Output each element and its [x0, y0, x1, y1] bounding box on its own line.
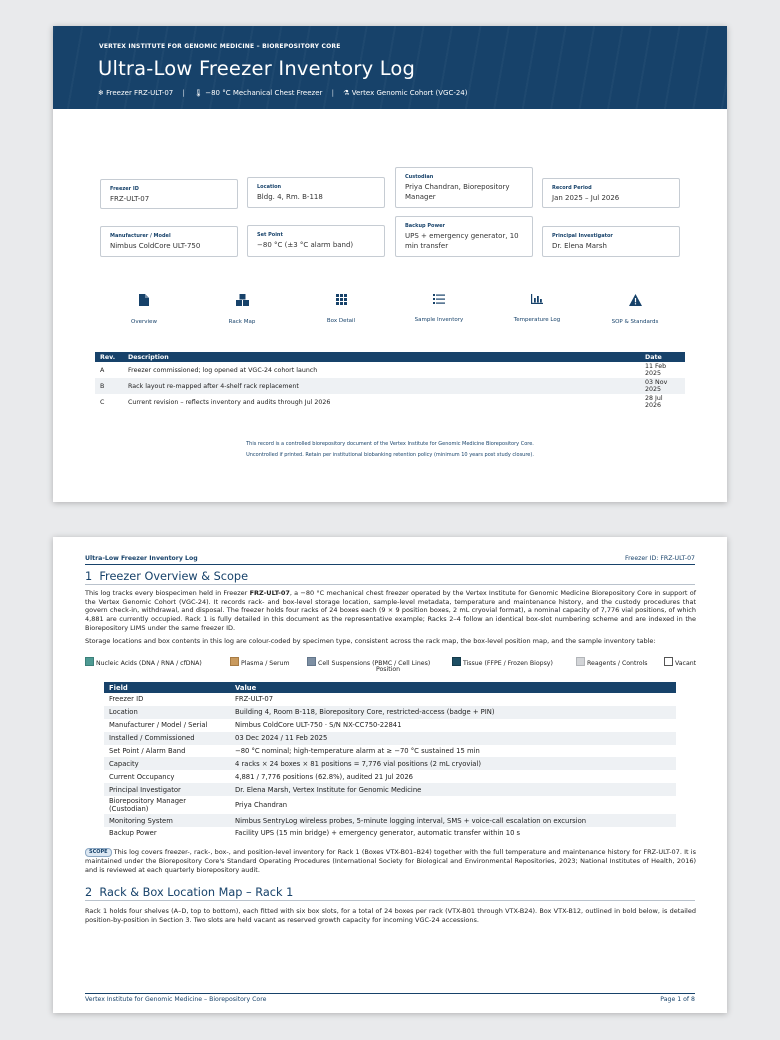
legend-swatch: [452, 657, 461, 666]
card-freezer-id: [100, 179, 238, 209]
card-value: FRZ-ULT-07: [110, 195, 150, 203]
value-cell: Nimbus ColdCore ULT-750 · S/N NX-CC750-22841: [235, 721, 402, 730]
legend-label: Nucleic Acids (DNA / RNA / cfDNA): [96, 660, 202, 667]
card-label: Manufacturer / Model: [110, 233, 171, 239]
legend-item: [452, 657, 553, 667]
column-header: Field: [104, 682, 230, 693]
running-header-id: Freezer ID: FRZ-ULT-07: [625, 555, 695, 562]
table-row: [104, 693, 676, 706]
table-cell: 03 Nov 2025: [640, 378, 685, 394]
table-row: [104, 732, 676, 745]
field-cell: Biorepository Manager (Custodian): [109, 797, 187, 814]
legend-swatch: [664, 657, 673, 666]
field-cell: Freezer ID: [109, 695, 144, 704]
table-row: [95, 394, 685, 410]
section-heading: [85, 570, 695, 585]
legend-intro: Storage locations and box contents in this log are colour-coded by specimen type, consistent across the rack map, the box-level position map, and the sample inventory table:: [85, 637, 656, 645]
section-heading: [85, 886, 695, 901]
running-header-title: Ultra-Low Freezer Inventory Log: [85, 555, 198, 562]
legend-label: Cell Suspensions (PBMC / Cell Lines): [318, 660, 431, 667]
legend-label: Plasma / Serum: [241, 660, 290, 667]
table-row: [104, 783, 676, 796]
nav-label: Temperature Log: [513, 317, 561, 323]
text-run: This log tracks every biospecimen held in Freezer: [85, 589, 250, 597]
legend-item: [664, 657, 696, 667]
table-row: [95, 362, 685, 378]
grid-icon: [336, 294, 347, 305]
field-cell: Backup Power: [109, 829, 157, 838]
value-cell: 4 racks × 24 boxes × 81 positions = 7,776 vial positions (2 mL cryovial): [230, 757, 676, 770]
institute-name: VERTEX INSTITUTE FOR GENOMIC MEDICINE – BIOREPOSITORY CORE: [99, 43, 341, 50]
value-cell: Priya Chandran: [235, 801, 288, 810]
meta-type: −80 °C Mechanical Chest Freezer: [205, 89, 323, 97]
legend-swatch: [85, 657, 94, 666]
nav-label: Overview: [131, 319, 157, 325]
table-row: [95, 378, 685, 394]
section-number: 1: [85, 570, 93, 583]
field-cell: Monitoring System: [104, 814, 230, 827]
legend-label: Vacant: [675, 660, 697, 667]
card-custodian: [395, 167, 533, 208]
field-cell: Set Point / Alarm Band: [109, 747, 186, 755]
disclaimer: [53, 439, 727, 461]
field-cell: Capacity: [104, 757, 230, 770]
card-value: Jan 2025 – Jul 2026: [552, 194, 620, 202]
meta-cohort: Vertex Genomic Cohort (VGC-24): [351, 89, 468, 97]
content-page: [53, 537, 727, 1013]
column-header: Description: [123, 352, 640, 362]
field-cell: Current Occupancy: [109, 772, 175, 781]
value-cell: Facility UPS (15 min bridge) + emergency generator, automatic transfer within 10 s: [235, 829, 521, 838]
value-cell: Dr. Elena Marsh, Vertex Institute for Genomic Medicine: [230, 783, 676, 796]
scope-badge: SCOPE: [85, 848, 112, 857]
legend-label: Reagents / Controls: [587, 660, 648, 667]
thermometer-icon: 🌡: [194, 89, 203, 97]
section-title: Freezer Overview & Scope: [99, 570, 249, 583]
table-cell: Current revision – reflects inventory and audits through Jul 2026: [128, 398, 331, 406]
card-value: −80 °C (±3 °C alarm band): [257, 241, 354, 249]
field-cell: Location: [104, 706, 230, 719]
document-title: Ultra-Low Freezer Inventory Log: [98, 57, 416, 80]
card-label: Custodian: [405, 174, 434, 180]
card-value: Dr. Elena Marsh: [552, 242, 607, 250]
cover-meta: [98, 89, 468, 97]
scope-text: This log covers freezer-, rack-, box-, and position-level inventory for Rack 1 (Boxes VTX-B01–B24) together with the full temperature and maintenance history for FRZ-ULT-07. It is maintained under the Biorepository Core's Standard Operating Procedures (International Society for Biological and Environmental Repositories, 2023; National Institutes of Health, 2016) and is reviewed at each quarterly biorepository audit.: [85, 848, 696, 874]
legend-label: Tissue (FFPE / Frozen Biopsy): [463, 660, 553, 667]
text-run: , a −80 °C mechanical chest freezer operated by the Vertex Institute for Genomic Medicine Biorepository Core in support of the Vertex Genomic Cohort (VGC-24). It records rack- and box-level storage location, sample-level metadata, temperature and maintenance history, and the custody procedures that govern check-in, withdrawal, and disposal. The freezer holds four racks of 24 boxes each (9 × 9 position boxes, 2 mL cryovial format), a nominal capacity of 7,776 vial positions, of which 4,881 are currently occupied. Rack 1 is fully detailed in this document as the representative example; Racks 2–4 follow an identical box-slot numbering scheme and are indexed in the Biorepository LIMS under the same freezer ID.: [85, 589, 696, 632]
table-row: [104, 814, 676, 827]
section-title: Rack & Box Location Map – Rack 1: [99, 886, 294, 899]
column-header: Value: [230, 682, 676, 693]
table-row: [104, 796, 676, 814]
column-header: Date: [640, 352, 685, 362]
disclaimer-line: Uncontrolled if printed. Retain per institutional biobanking retention policy (minimum 10 years post study closure).: [246, 452, 534, 458]
nav-box-detail[interactable]: [306, 294, 376, 324]
legend-swatch: [576, 657, 585, 666]
card-location: [247, 177, 385, 208]
overview-table-body: [104, 693, 676, 840]
value-cell: Building 4, Room B-118, Biorepository Core, restricted-access (badge + PIN): [230, 706, 676, 719]
table-cell: B: [95, 378, 123, 394]
nav-overview[interactable]: [109, 294, 179, 325]
field-cell: Principal Investigator: [104, 783, 230, 796]
card-value: Nimbus ColdCore ULT-750: [110, 242, 201, 250]
legend-item: [85, 657, 202, 667]
card-label: Principal Investigator: [552, 233, 613, 239]
table-cell: 28 Jul 2026: [645, 395, 663, 409]
disclaimer-line: This record is a controlled biorepository document of the Vertex Institute for Genomic Medicine Biorepository Core.: [246, 441, 534, 447]
card-principal-investigator: [542, 226, 680, 257]
legend-item: [307, 657, 430, 667]
card-record-period: [542, 178, 680, 208]
table-header-row: [104, 682, 676, 693]
column-header: Rev.: [95, 352, 123, 362]
section-number: 2: [85, 886, 93, 899]
nav-label: SOP & Standards: [611, 319, 659, 325]
card-set-point: [247, 225, 385, 257]
card-manufacturer: [100, 226, 238, 257]
nav-label: Sample Inventory: [414, 317, 464, 323]
value-cell: FRZ-ULT-07: [235, 695, 274, 704]
card-value: Bldg. 4, Rm. B-118: [257, 193, 323, 201]
card-label: Backup Power: [405, 223, 445, 229]
table-cell: 11 Feb 2025: [645, 363, 667, 377]
page-number: Page 1 of 8: [660, 996, 695, 1003]
running-footer: [85, 993, 695, 1003]
nav-sop-standards[interactable]: [600, 294, 670, 325]
overview-table: [104, 682, 676, 840]
legend-item: [576, 657, 648, 667]
table-row: [104, 706, 676, 719]
value-cell: Nimbus SentryLog wireless probes, 5-minute logging interval, SMS + voice-call escalation on excursion: [230, 814, 676, 827]
card-label: Record Period: [552, 185, 592, 191]
nav-sample-inventory[interactable]: [404, 294, 474, 323]
table-cell: Rack layout re-mapped after 4-shelf rack replacement: [123, 378, 640, 394]
warning-icon: [629, 294, 642, 306]
card-backup-power: [395, 216, 533, 257]
nav-rack-map[interactable]: [207, 294, 277, 325]
nav-label: Box Detail: [326, 318, 356, 324]
boxes-icon: [236, 294, 249, 306]
card-label: Freezer ID: [110, 186, 139, 192]
field-cell: Manufacturer / Model / Serial: [109, 721, 208, 730]
document-icon: [139, 294, 149, 306]
flask-icon: ⚗: [343, 89, 350, 97]
legend-item: [230, 657, 290, 667]
legend-swatch: [230, 657, 239, 666]
table-row: [104, 770, 676, 783]
meta-separator: |: [182, 89, 185, 97]
nav-label: Rack Map: [228, 319, 256, 325]
rack-paragraph: Rack 1 holds four shelves (A–D, top to bottom), each fitted with six box slots, for a total of 24 boxes per rack (VTX-B01 through VTX-B24). Box VTX-B12, outlined in bold below, is detailed position-by-position in Section 3. Two slots are held vacant as reserved growth capacity for incoming VGC-24 accessions.: [85, 907, 696, 924]
card-value: UPS + emergency generator, 10 min transfer: [405, 232, 519, 250]
bar-chart-icon: [531, 294, 543, 304]
table-cell: C: [100, 398, 105, 406]
legend-swatch: [307, 657, 316, 666]
cover-banner: [53, 26, 727, 109]
table-row: [104, 745, 676, 758]
freezer-id-bold: FRZ-ULT-07: [249, 589, 290, 597]
revision-table: [95, 352, 685, 410]
list-icon: [433, 294, 445, 304]
meta-separator: |: [331, 89, 334, 97]
nav-temperature-log[interactable]: [502, 294, 572, 323]
overview-paragraph: [85, 589, 696, 633]
card-label: Set Point: [257, 232, 283, 238]
value-cell: 4,881 / 7,776 positions (62.8%), audited 21 Jul 2026: [235, 772, 413, 781]
running-header: [85, 555, 695, 565]
footer-institute: Vertex Institute for Genomic Medicine – Biorepository Core: [85, 996, 267, 1003]
field-cell: Installed / Commissioned: [104, 732, 230, 745]
snowflake-icon: ❄: [98, 89, 104, 97]
table-row: [104, 719, 676, 732]
table-row: [104, 827, 676, 840]
table-header-row: [95, 352, 685, 362]
cover-page: [53, 26, 727, 502]
value-cell: −80 °C nominal; high-temperature alarm at ≥ −70 °C sustained 15 min: [235, 747, 480, 755]
table-cell: Freezer commissioned; log opened at VGC-24 cohort launch: [128, 366, 318, 374]
table-cell: A: [100, 366, 105, 374]
legend-position-label: Position: [376, 666, 401, 673]
meta-freezer: Freezer FRZ-ULT-07: [106, 89, 174, 97]
card-label: Location: [257, 184, 282, 190]
table-row: [104, 757, 676, 770]
card-value: Priya Chandran, Biorepository Manager: [405, 183, 510, 201]
value-cell: 03 Dec 2024 / 11 Feb 2025: [230, 732, 676, 745]
scope-note: [85, 848, 696, 874]
